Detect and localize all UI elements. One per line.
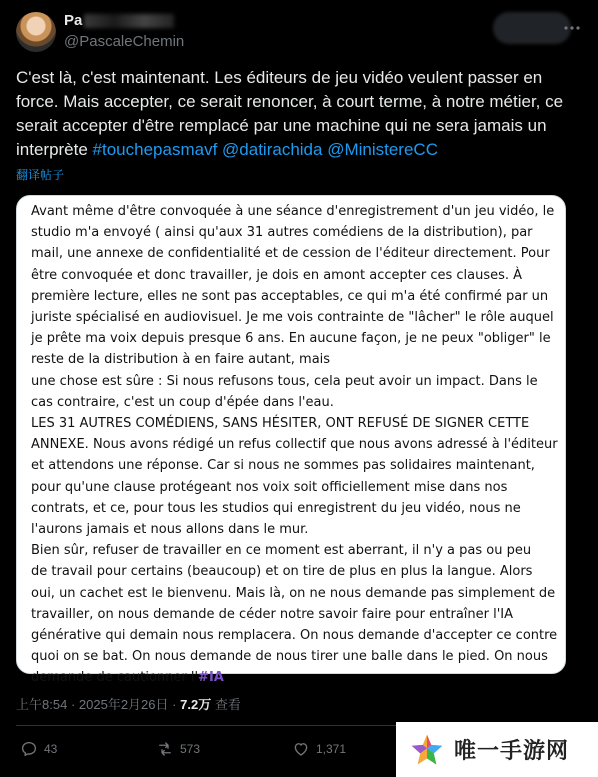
- hashtag-link[interactable]: #touchepasmavf: [92, 140, 218, 159]
- display-name[interactable]: Pa: [64, 12, 174, 29]
- attachment-line: travailler, on nous demande de céder notre savoir faire pour entraîner l'IA: [31, 606, 514, 622]
- mention-link[interactable]: @datirachida: [222, 140, 323, 159]
- attachment-line: demande de cautionner l'#IA: [31, 670, 224, 686]
- mention-link[interactable]: @MinistereCC: [327, 140, 438, 159]
- attachment-line: Bien sûr, refuser de travailler en ce moment est aberrant, il n'y a pas ou peu: [31, 543, 532, 559]
- attachment-line: ANNEXE. Nous avons rédigé un refus collectif que nous avons adressé à l'éditeur: [31, 437, 558, 453]
- watermark: [396, 722, 598, 777]
- attachment-line: juriste spécialisé en audiovisuel. Je me vois contrainte de "lâcher" le rôle auquel: [31, 310, 554, 326]
- attachment-line: première lecture, elles ne sont pas acceptables, ce qui m'a été confirmé par un: [31, 288, 549, 304]
- reply-count: 43: [44, 742, 58, 756]
- attachment-line: Avant même d'être convoquée à une séance d'enregistrement d'un jeu vidéo, le: [31, 204, 555, 219]
- attachment-line: contrats, et ce, pour tous les studios qui enregistrent du jeu vidéo, nous ne: [31, 500, 521, 516]
- attachment-line: LES 31 AUTRES COMÉDIENS, SANS HÉSITER, ONT REFUSÉ DE SIGNER CETTE: [31, 416, 530, 432]
- post-meta: [16, 694, 241, 713]
- attachment-line: une chose est sûre : Si nous refusons tous, cela peut avoir un impact. Dans le: [31, 373, 538, 389]
- follow-button-blurred[interactable]: [493, 12, 571, 44]
- attachment-line: l'aurons jamais et nous allons dans le mur.: [31, 522, 309, 538]
- redacted-name: [84, 14, 174, 28]
- repost-icon: [156, 740, 174, 758]
- attachment-line: oui, un cachet est le bienvenu. Mais là, on ne nous demande pas simplement de: [31, 585, 556, 601]
- heart-icon: [292, 740, 310, 758]
- star-logo-icon: [410, 733, 444, 767]
- views-label: 查看: [214, 697, 241, 712]
- more-icon[interactable]: [562, 20, 582, 36]
- attachment-line: reste de la distribution à en faire autant, mais: [31, 352, 331, 368]
- repost-count: 573: [180, 742, 201, 756]
- avatar[interactable]: [16, 12, 56, 52]
- reply-button[interactable]: [20, 740, 57, 758]
- like-count: 1,371: [316, 742, 347, 756]
- attached-image[interactable]: [16, 195, 566, 686]
- separator: ·: [172, 697, 177, 712]
- like-button[interactable]: [292, 740, 346, 758]
- post-time[interactable]: 上午8:54: [16, 697, 68, 712]
- attachment-line: et attendons une réponse. Car si nous ne sommes pas solidaires maintenant,: [31, 458, 535, 474]
- reply-icon: [20, 740, 38, 758]
- tweet-text: [16, 66, 582, 162]
- repost-button[interactable]: [156, 740, 200, 758]
- attachment-text: [31, 201, 558, 667]
- post-date[interactable]: 2025年2月26日: [78, 697, 169, 712]
- attachment-line: cas contraire, c'est un coup d'épée dans l'eau.: [31, 394, 334, 410]
- translate-post-link[interactable]: 翻译帖子: [16, 168, 65, 182]
- watermark-text: 唯一手游网: [454, 738, 570, 763]
- handle[interactable]: @PascaleChemin: [64, 33, 185, 50]
- attachment-line: quoi on se bat. On nous demande de nous tirer une balle dans le pied. On nous: [31, 649, 548, 665]
- attachment-hashtag: #IA: [198, 670, 224, 686]
- tweet-header: [16, 10, 582, 58]
- views-count: 7.2万: [180, 697, 212, 712]
- attachment-line: pour qu'une clause protégeant nos voix soit officiellement mise dans nos: [31, 479, 508, 495]
- separator: ·: [70, 697, 76, 712]
- attachment-line: mail, une annexe de confidentialité et de cession de l'éditeur directement. Pour: [31, 246, 550, 262]
- attachment-line: studio m'a envoyé ( ainsi qu'aux 31 autres comédiens de la distribution), par: [31, 225, 533, 241]
- attachment-line: de travail pour certains (beaucoup) et on tire de plus en plus la langue. Alors: [31, 564, 533, 580]
- attachment-line: je prête ma voix depuis presque 6 ans. En aucune façon, je ne peux "obliger" le: [31, 331, 551, 347]
- attachment-line: être convoquée et donc travailler, je dois en amont accepter ces clauses. À: [31, 267, 523, 283]
- tweet-body: C'est là, c'est maintenant. Les éditeurs de jeu vidéo veulent passer en force. Mais accepter, ce serait renoncer, à court terme, à notre métier, ce serait accepter d'être remplacé par une machine qui ne sera jamais un interprète: [16, 68, 564, 159]
- attachment-line: générative qui demain nous remplacera. On nous demande d'accepter ce contre: [31, 628, 558, 644]
